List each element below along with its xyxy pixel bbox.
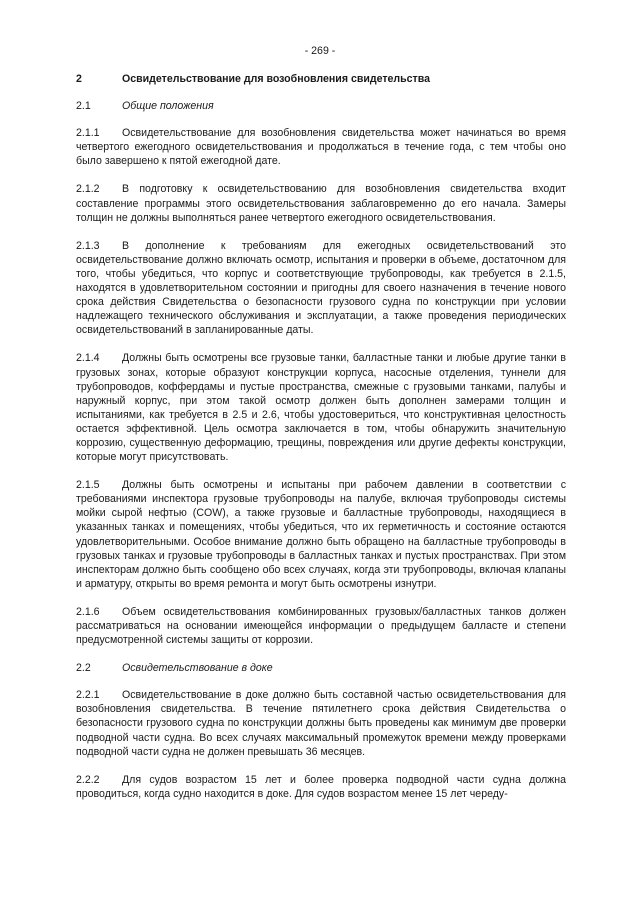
paragraph-2-1-1: [76, 126, 566, 168]
paragraph-number: 2.1.3: [76, 239, 100, 252]
paragraph-text: Должны быть осмотрены и испытаны при рабочем давлении в соответствии с требованиями инспектора грузовые трубопроводы на палубе, включая трубопроводы системы мойки сырой нефтью (COW), а также грузовые и балластные трубопроводы, находящиеся в указанных танках и помещениях, чтобы убедиться, что их герметичность и состояние остаются удовлетворительными. Особое внимание должно быть обращено на балластные трубопроводы в грузовых танках и грузовые трубопроводы в балластных танках и пустых пространствах. При этом инспекторам должно быть сообщено обо всех случаях, когда эти трубопроводы, включая клапаны и арматуру, открыты во время ремонта и могут быть осмотрены изнутри.: [76, 479, 566, 590]
section-title: Освидетельствование для возобновления свидетельства: [122, 73, 431, 85]
subsection-heading-2-1: [76, 99, 566, 113]
paragraph-2-2-2: [76, 773, 566, 801]
paragraph-text: Объем освидетельствования комбинированных грузовых/балластных танков должен рассматриваться на основании имеющейся информации о предыдущем балласте и степени предусмотренной системы защиты от коррозии.: [76, 605, 566, 647]
paragraph-number: 2.1.1: [76, 127, 100, 140]
paragraph-text: Освидетельствование для возобновления свидетельства может начинаться во время четвертого ежегодного освидетельствования и продолжаться в течение года, с тем чтобы оно было завершено к пятой ежегодной дате.: [76, 127, 566, 168]
page-content: [76, 72, 566, 815]
paragraph-text: Должны быть осмотрены все грузовые танки, балластные танки и любые другие танки в грузовых зонах, которые образуют конструкции корпуса, насосные отделения, туннели для трубопроводов, коффердамы и пустые пространства, смежные с грузовыми танками, палубы и наружный корпус, при этом такой осмотр должен быть дополнен замерами толщин и испытаниями, как требуется в 2.5 и 2.6, чтобы удостовериться, что конструктивная целостность остается эффективной. Цель осмотра заключается в том, чтобы обнаружить значительную коррозию, существенную деформацию, трещины, повреждения или другие дефекты конструкции, которые могут присутствовать.: [76, 352, 566, 464]
subsection-number: 2.2: [76, 662, 91, 675]
subsection-heading-2-2: [76, 661, 566, 675]
paragraph-text: В дополнение к требованиям для ежегодных освидетельствований это освидетельствование должно включать осмотр, испытания и проверки в объеме, достаточном для того, чтобы убедиться, что корпус и соответствующие трубопроводы, как требуется в 2.1.5, находятся в удовлетворительном состоянии и пригодны для своего назначения в течение нового срока действия Свидетельства о безопасности грузового судна по конструкции при условии надлежащего технического обслуживания и эксплуатации, а также проведения периодических освидетельствований в запланированные даты.: [76, 239, 566, 337]
paragraph-text: Освидетельствование в доке должно быть составной частью освидетельствования для возобновления свидетельства. В течение пятилетнего срока действия Свидетельства о безопасности грузового судна по конструкции должны быть проведены как минимум две проверки подводной части судна. Во всех случаях максимальный промежуток времени между проверками подводной части судна не должен превышать 36 месяцев.: [76, 689, 566, 758]
section-heading: [76, 72, 566, 86]
paragraph-2-1-5: [76, 478, 566, 591]
paragraph-2-1-2: [76, 182, 566, 224]
paragraph-number: 2.1.4: [76, 352, 100, 365]
page-number: - 269 -: [304, 45, 336, 57]
paragraph-2-1-4: [76, 351, 566, 464]
paragraph-2-1-3: [76, 239, 566, 338]
subsection-title: Общие положения: [122, 100, 214, 113]
paragraph-number: 2.2.1: [76, 689, 100, 702]
paragraph-number: 2.1.6: [76, 605, 100, 618]
paragraph-text: В подготовку к освидетельствованию для возобновления свидетельства входит составление программы этого освидетельствования заблаговременно до его начала. Замеры толщин не должны выполняться ранее четвертого ежегодного освидетельствования.: [76, 183, 566, 224]
paragraph-2-1-6: [76, 605, 566, 647]
paragraph-2-2-1: [76, 688, 566, 758]
section-number: 2: [76, 73, 82, 85]
paragraph-number: 2.1.2: [76, 183, 100, 196]
subsection-number: 2.1: [76, 100, 91, 113]
paragraph-number: 2.1.5: [76, 479, 100, 492]
paragraph-number: 2.2.2: [76, 773, 100, 786]
paragraph-text: Для судов возрастом 15 лет и более проверка подводной части судна должна проводиться, когда судно находится в доке. Для судов возрастом менее 15 лет череду-: [76, 773, 566, 800]
subsection-title: Освидетельствование в доке: [122, 662, 273, 675]
